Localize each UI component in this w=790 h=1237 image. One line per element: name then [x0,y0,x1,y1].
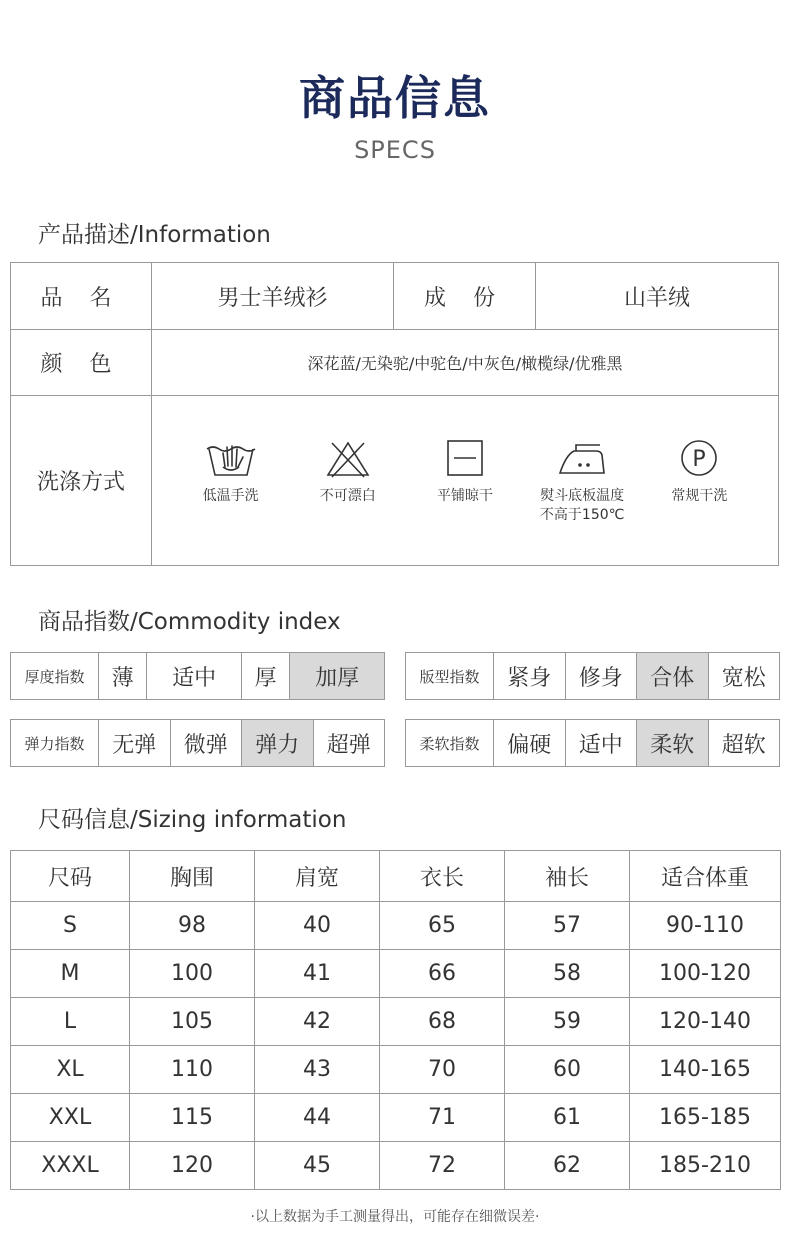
table-cell: 44 [255,1094,380,1142]
care-iron-label: 熨斗底板温度 不高于150℃ [539,487,625,523]
table-row [11,950,781,998]
care-hand-wash [176,437,286,506]
care-dry-flat [410,437,520,506]
table-cell: 59 [505,998,630,1046]
table-cell: 41 [255,950,380,998]
care-dry-flat-label: 平铺晾干 [436,487,493,504]
page-subtitle: SPECS [354,136,436,164]
section-title-information: 产品描述/Information [38,222,271,248]
index-option-selected: 柔软 [637,720,709,767]
table-cell: 43 [255,1046,380,1094]
table-cell: S [11,902,130,950]
table-cell: 110 [130,1046,255,1094]
care-label: 洗涤方式 [11,396,152,566]
table-cell: 45 [255,1142,380,1190]
index-option: 厚 [241,653,289,700]
table-cell: 42 [255,998,380,1046]
table-cell: L [11,998,130,1046]
hand-wash-icon [203,437,259,481]
color-value: 深花蓝/无染驼/中驼色/中灰色/橄榄绿/优雅黑 [152,330,779,396]
table-cell: 98 [130,902,255,950]
index-option: 紧身 [494,653,566,700]
table-cell: 68 [380,998,505,1046]
column-header: 尺码 [11,851,130,902]
table-cell: 65 [380,902,505,950]
page-title: 商品信息 [299,71,491,125]
table-cell: 66 [380,950,505,998]
material-value: 山羊绒 [536,263,779,330]
column-header: 胸围 [130,851,255,902]
dry-clean-p-icon [671,437,727,481]
index-label: 厚度指数 [11,653,99,700]
table-row [11,998,781,1046]
care-dry-clean [644,437,754,506]
fit-index [405,652,780,700]
index-option: 适中 [147,653,242,700]
table-cell: 40 [255,902,380,950]
color-label: 颜 色 [11,330,152,396]
softness-index [405,719,780,767]
section-title-sizing: 尺码信息/Sizing information [38,807,347,833]
table-header-row [11,851,781,902]
table-cell: XXL [11,1094,130,1142]
table-cell: 61 [505,1094,630,1142]
index-option-selected: 弹力 [242,720,314,767]
table-cell: XXXL [11,1142,130,1190]
name-value: 男士羊绒衫 [152,263,394,330]
table-row [11,1046,781,1094]
table-cell: 105 [130,998,255,1046]
material-label: 成 份 [394,263,536,330]
index-option: 宽松 [708,653,780,700]
table-cell: XL [11,1046,130,1094]
column-header: 肩宽 [255,851,380,902]
care-instructions [152,396,779,566]
index-option: 薄 [99,653,147,700]
index-option: 适中 [565,720,637,767]
care-no-bleach [293,437,403,506]
care-iron [527,437,637,525]
table-cell: 165-185 [630,1094,781,1142]
size-table [10,850,781,1190]
column-header: 衣长 [380,851,505,902]
table-cell: 100 [130,950,255,998]
index-option: 微弹 [170,720,242,767]
table-cell: 71 [380,1094,505,1142]
table-cell: 120 [130,1142,255,1190]
name-label: 品 名 [11,263,152,330]
care-no-bleach-label: 不可漂白 [319,487,376,504]
table-cell: M [11,950,130,998]
thickness-index [10,652,385,700]
column-header: 适合体重 [630,851,781,902]
table-cell: 120-140 [630,998,781,1046]
table-cell: 72 [380,1142,505,1190]
section-title-index: 商品指数/Commodity index [38,609,341,635]
table-cell: 100-120 [630,950,781,998]
table-cell: 140-165 [630,1046,781,1094]
table-cell: 70 [380,1046,505,1094]
table-row [11,902,781,950]
index-option: 超弹 [313,720,385,767]
table-cell: 57 [505,902,630,950]
no-bleach-icon [320,437,376,481]
index-option: 超软 [708,720,780,767]
column-header: 袖长 [505,851,630,902]
table-row [11,1142,781,1190]
index-option: 偏硬 [494,720,566,767]
iron-icon [554,437,610,481]
elasticity-index [10,719,385,767]
index-option: 修身 [565,653,637,700]
dry-clean-symbol: P [692,446,706,472]
table-cell: 185-210 [630,1142,781,1190]
care-dry-clean-label: 常规干洗 [671,487,728,504]
care-hand-wash-label: 低温手洗 [202,487,259,504]
index-label: 版型指数 [406,653,494,700]
table-row [11,1094,781,1142]
measurement-footnote: ·以上数据为手工测量得出，可能存在细微误差· [250,1209,540,1225]
information-table [10,262,779,566]
dry-flat-icon [437,437,493,481]
table-cell: 115 [130,1094,255,1142]
index-option-selected: 合体 [637,653,709,700]
index-label: 弹力指数 [11,720,99,767]
table-cell: 58 [505,950,630,998]
index-option-selected: 加厚 [290,653,385,700]
table-cell: 60 [505,1046,630,1094]
index-option: 无弹 [99,720,171,767]
index-label: 柔软指数 [406,720,494,767]
table-cell: 90-110 [630,902,781,950]
table-cell: 62 [505,1142,630,1190]
